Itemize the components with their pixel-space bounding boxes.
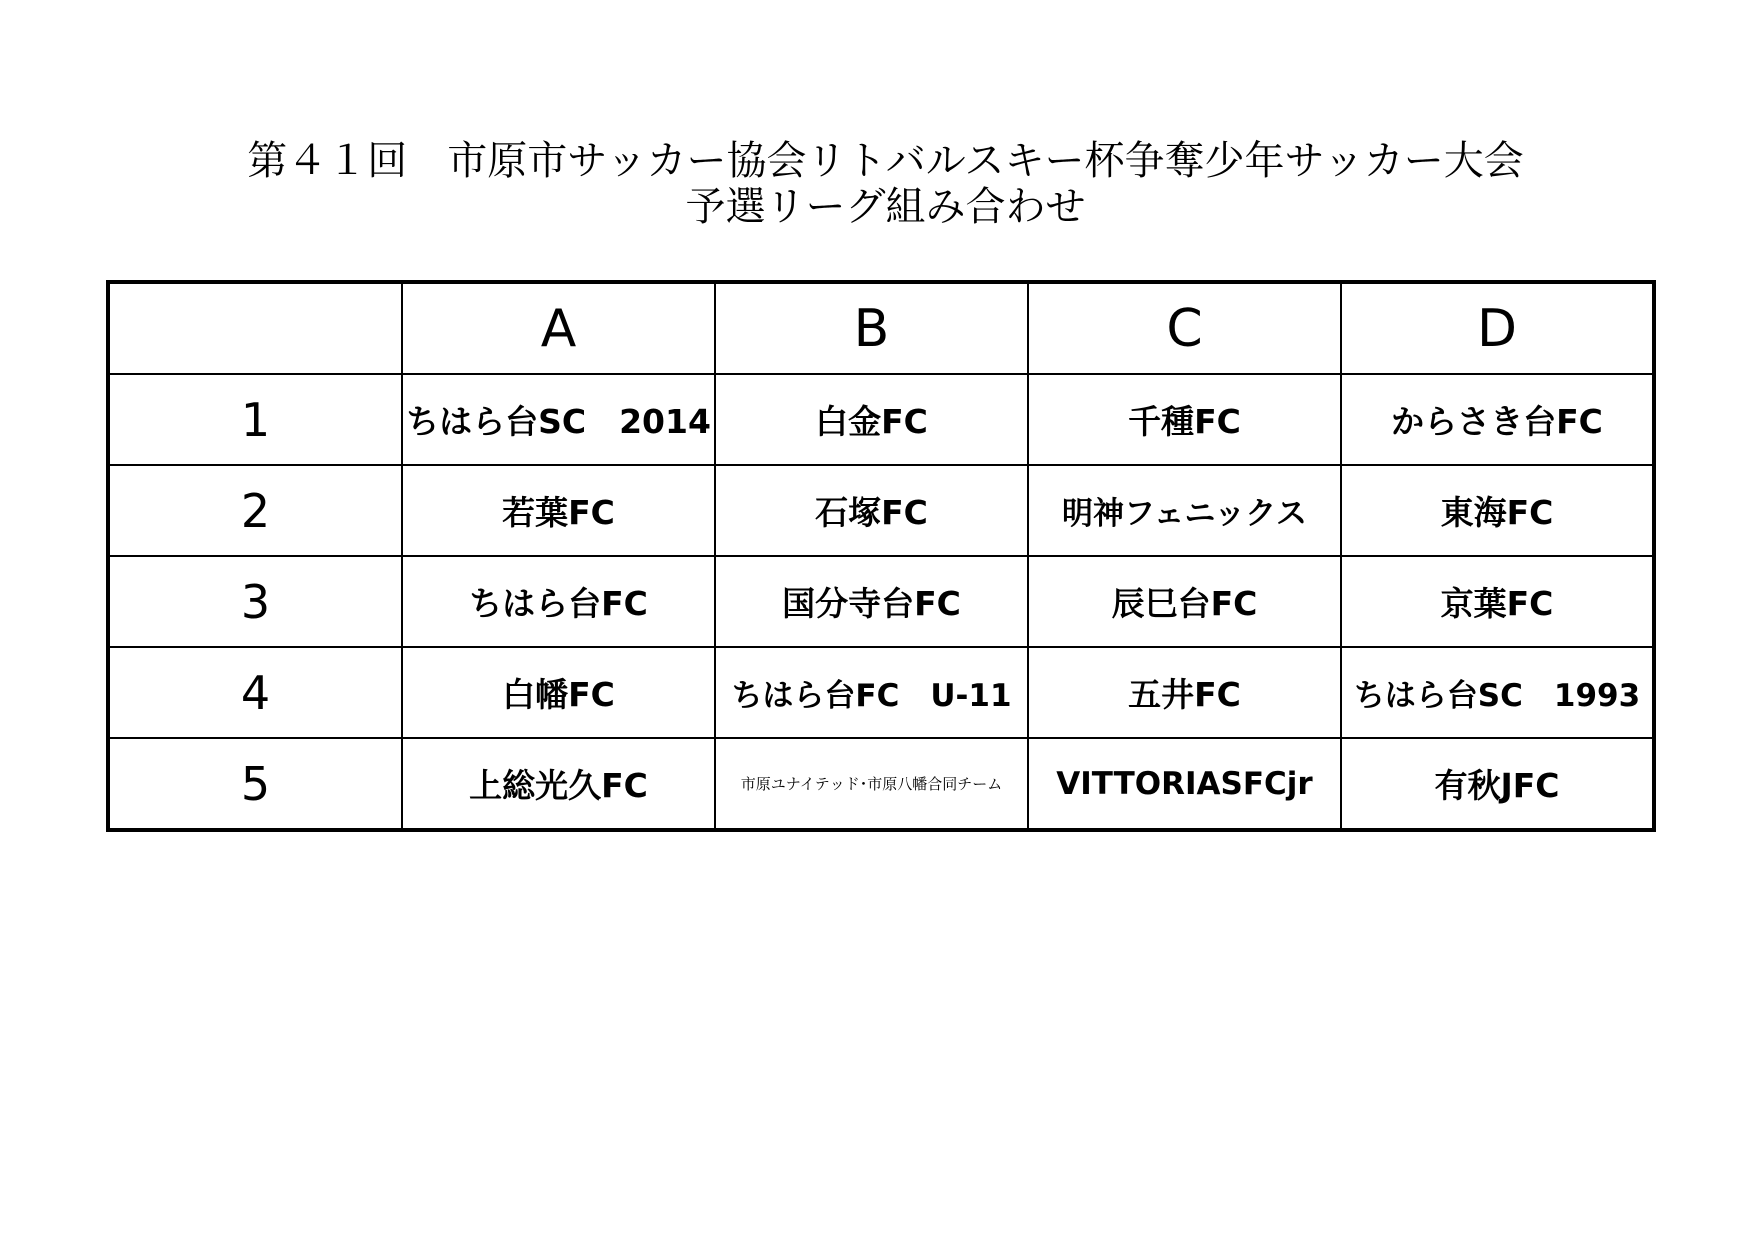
team-cell: 辰巳台FC bbox=[1028, 556, 1341, 647]
team-cell: 石塚FC bbox=[715, 465, 1028, 556]
team-cell: ちはら台FC bbox=[402, 556, 715, 647]
team-cell: ちはら台FC U-11 bbox=[715, 647, 1028, 738]
rank-cell: 4 bbox=[108, 647, 402, 738]
group-header-a: A bbox=[402, 282, 715, 374]
corner-cell bbox=[108, 282, 402, 374]
team-cell: VITTORIASFCjr bbox=[1028, 738, 1341, 830]
table-row bbox=[108, 738, 1654, 830]
rank-cell: 1 bbox=[108, 374, 402, 465]
table-row bbox=[108, 556, 1654, 647]
table-row bbox=[108, 465, 1654, 556]
table-row bbox=[108, 374, 1654, 465]
header-row bbox=[108, 282, 1654, 374]
team-cell: 若葉FC bbox=[402, 465, 715, 556]
team-cell: ちはら台SC 2014 bbox=[402, 374, 715, 465]
league-table bbox=[106, 280, 1656, 832]
team-cell: 千種FC bbox=[1028, 374, 1341, 465]
group-header-c: C bbox=[1028, 282, 1341, 374]
rank-cell: 2 bbox=[108, 465, 402, 556]
team-cell: からさき台FC bbox=[1341, 374, 1654, 465]
team-cell: 上総光久FC bbox=[402, 738, 715, 830]
table-row bbox=[108, 647, 1654, 738]
document-title: 第４１回 市原市サッカー協会リトバルスキー杯争奪少年サッカー大会 bbox=[247, 138, 1524, 184]
group-header-d: D bbox=[1341, 282, 1654, 374]
team-cell: 白金FC bbox=[715, 374, 1028, 465]
team-cell: 京葉FC bbox=[1341, 556, 1654, 647]
team-cell: 明神フェニックス bbox=[1028, 465, 1341, 556]
team-cell: ちはら台SC 1993 bbox=[1341, 647, 1654, 738]
document-subtitle: 予選リーグ組み合わせ bbox=[685, 184, 1086, 230]
rank-cell: 3 bbox=[108, 556, 402, 647]
group-header-b: B bbox=[715, 282, 1028, 374]
team-cell: 五井FC bbox=[1028, 647, 1341, 738]
team-cell: 白幡FC bbox=[402, 647, 715, 738]
team-cell: 有秋JFC bbox=[1341, 738, 1654, 830]
rank-cell: 5 bbox=[108, 738, 402, 830]
team-cell: 東海FC bbox=[1341, 465, 1654, 556]
team-cell: 国分寺台FC bbox=[715, 556, 1028, 647]
team-cell: 市原ユナイテッド･市原八幡合同チーム bbox=[715, 738, 1028, 830]
